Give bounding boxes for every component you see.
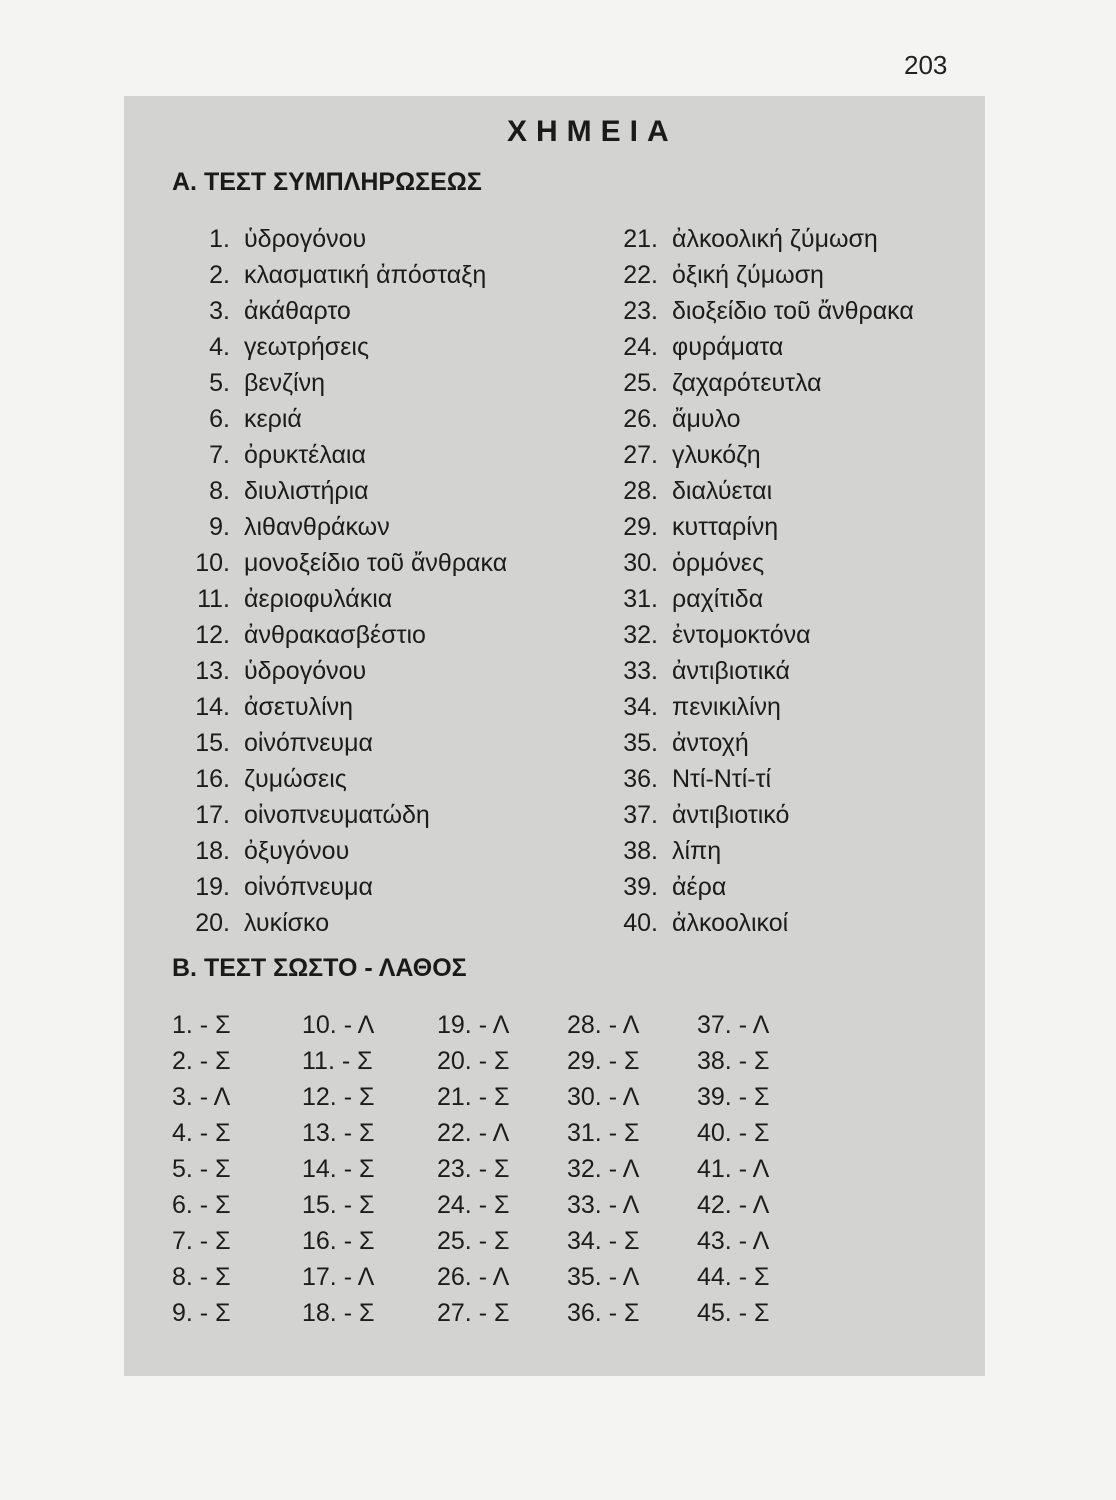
spacer: [230, 797, 244, 833]
fill-answer-text: ἀκάθαρτο: [244, 297, 351, 325]
answer-key-panel: [124, 96, 985, 1376]
fill-answer-item: [164, 545, 507, 581]
spacer: [658, 473, 672, 509]
fill-answer-number: 26.: [623, 405, 658, 433]
spacer: [230, 761, 244, 797]
spacer: [658, 761, 672, 797]
true-false-answer: 12. - Σ: [302, 1083, 375, 1111]
fill-answer-item: [594, 437, 914, 473]
fill-answer-text: ἐντομοκτόνα: [672, 621, 811, 649]
fill-answer-text: οἰνόπνευμα: [244, 729, 373, 757]
true-false-answer: 9. - Σ: [172, 1299, 231, 1327]
fill-answer-text: ὀρυκτέλαια: [244, 441, 366, 469]
fill-answer-text: οἰνόπνευμα: [244, 873, 373, 901]
fill-answer-text: λίπη: [672, 837, 722, 865]
true-false-answer: 21. - Σ: [437, 1083, 510, 1111]
spacer: [658, 401, 672, 437]
true-false-answer: 7. - Σ: [172, 1227, 231, 1255]
fill-answer-number: 35.: [623, 729, 658, 757]
fill-answer-item: [164, 437, 507, 473]
fill-answer-item: [164, 581, 507, 617]
spacer: [230, 689, 244, 725]
fill-answer-text: λυκίσκο: [244, 909, 330, 937]
fill-answer-number: 24.: [623, 333, 658, 361]
fill-answer-number: 7.: [209, 441, 230, 469]
true-false-answer: 41. - Λ: [697, 1155, 770, 1183]
true-false-answer: 20. - Σ: [437, 1047, 510, 1075]
fill-answer-number: 37.: [623, 801, 658, 829]
true-false-answer: 24. - Σ: [437, 1191, 510, 1219]
true-false-answer: 26. - Λ: [437, 1263, 510, 1291]
fill-answer-number: 11.: [197, 585, 230, 613]
fill-answer-text: ἀσετυλίνη: [244, 693, 354, 721]
true-false-answer: 1. - Σ: [172, 1011, 231, 1039]
spacer: [230, 473, 244, 509]
true-false-answer: 33. - Λ: [567, 1191, 640, 1219]
page-number: 203: [904, 50, 948, 80]
true-false-answer: 42. - Λ: [697, 1191, 770, 1219]
fill-answer-number: 16.: [195, 765, 230, 793]
fill-answer-number: 31.: [623, 585, 658, 613]
spacer: [230, 221, 244, 257]
fill-answer-number: 17.: [195, 801, 230, 829]
fill-answer-number: 29.: [623, 513, 658, 541]
fill-answer-number: 38.: [623, 837, 658, 865]
true-false-answer: 28. - Λ: [567, 1011, 640, 1039]
fill-answer-item: [164, 473, 507, 509]
spacer: [230, 401, 244, 437]
fill-answer-text: βενζίνη: [244, 369, 326, 397]
spacer: [658, 257, 672, 293]
spacer: [658, 905, 672, 941]
fill-answer-text: διυλιστήρια: [244, 477, 369, 505]
true-false-answer: 29. - Σ: [567, 1047, 640, 1075]
spacer: [230, 329, 244, 365]
spacer: [658, 653, 672, 689]
fill-answer-item: [594, 401, 914, 437]
fill-answer-text: ὑδρογόνου: [244, 225, 367, 253]
fill-answer-number: 18.: [195, 837, 230, 865]
fill-answer-item: [164, 725, 507, 761]
true-false-answer: 32. - Λ: [567, 1155, 640, 1183]
fill-answer-item: [594, 725, 914, 761]
fill-answer-item: [594, 689, 914, 725]
fill-answer-text: ὀξυγόνου: [244, 837, 350, 865]
fill-answer-number: 3.: [209, 297, 230, 325]
true-false-answer: 30. - Λ: [567, 1083, 640, 1111]
fill-answer-number: 8.: [209, 477, 230, 505]
fill-answer-number: 14.: [195, 693, 230, 721]
fill-answer-item: [594, 653, 914, 689]
fill-answer-item: [164, 905, 507, 941]
fill-answer-item: [594, 221, 914, 257]
fill-answers-left-column: [164, 221, 507, 941]
fill-answer-item: [594, 293, 914, 329]
fill-answer-item: [164, 293, 507, 329]
fill-answer-text: ραχίτιδα: [672, 585, 764, 613]
true-false-answer: 39. - Σ: [697, 1083, 770, 1111]
fill-answer-text: ἀντιβιοτικά: [672, 657, 790, 685]
true-false-answer: 4. - Σ: [172, 1119, 231, 1147]
fill-answer-text: διοξείδιο τοῦ ἄνθρακα: [672, 297, 914, 325]
fill-answer-text: ἄμυλο: [672, 405, 741, 433]
fill-answer-item: [594, 365, 914, 401]
fill-answer-item: [164, 689, 507, 725]
fill-answer-text: ζυμώσεις: [244, 765, 347, 793]
true-false-answer: 16. - Σ: [302, 1227, 375, 1255]
fill-answer-text: φυράματα: [672, 333, 784, 361]
section-a-heading: Α. ΤΕΣΤ ΣΥΜΠΛΗΡΩΣΕΩΣ: [172, 168, 482, 196]
true-false-answer: 31. - Σ: [567, 1119, 640, 1147]
fill-answer-text: ἀντοχή: [672, 729, 749, 757]
fill-answer-item: [594, 473, 914, 509]
true-false-column-4: [567, 1007, 639, 1331]
fill-answer-item: [164, 509, 507, 545]
fill-answer-text: κλασματική ἀπόσταξη: [244, 261, 487, 289]
fill-answer-number: 32.: [623, 621, 658, 649]
fill-answer-text: μονοξείδιο τοῦ ἄνθρακα: [244, 549, 508, 577]
true-false-answer: 37. - Λ: [697, 1011, 770, 1039]
fill-answer-number: 6.: [209, 405, 230, 433]
fill-answer-number: 2.: [209, 261, 230, 289]
spacer: [230, 833, 244, 869]
fill-answer-item: [164, 257, 507, 293]
fill-answer-text: πενικιλίνη: [672, 693, 781, 721]
spacer: [230, 365, 244, 401]
fill-answers-right-column: [594, 221, 914, 941]
fill-answer-item: [164, 617, 507, 653]
fill-answer-text: ἀντιβιοτικό: [672, 801, 790, 829]
spacer: [658, 545, 672, 581]
fill-answer-item: [164, 797, 507, 833]
fill-answer-item: [164, 221, 507, 257]
fill-answer-item: [594, 581, 914, 617]
true-false-answer: 36. - Σ: [567, 1299, 640, 1327]
fill-answer-number: 39.: [623, 873, 658, 901]
fill-answer-text: ὁρμόνες: [672, 549, 765, 577]
true-false-column-3: [437, 1007, 509, 1331]
spacer: [230, 545, 244, 581]
spacer: [658, 221, 672, 257]
fill-answer-text: ζαχαρότευτλα: [672, 369, 822, 397]
true-false-answer: 44. - Σ: [697, 1263, 770, 1291]
fill-answer-number: 19.: [195, 873, 230, 901]
spacer: [658, 617, 672, 653]
fill-answer-number: 4.: [209, 333, 230, 361]
fill-answer-text: ἀλκοολικοί: [672, 909, 789, 937]
spacer: [230, 293, 244, 329]
fill-answer-number: 22.: [623, 261, 658, 289]
true-false-answer: 5. - Σ: [172, 1155, 231, 1183]
fill-answer-item: [594, 905, 914, 941]
spacer: [230, 869, 244, 905]
fill-answer-number: 13.: [195, 657, 230, 685]
fill-answer-number: 21.: [623, 225, 658, 253]
true-false-answer: 38. - Σ: [697, 1047, 770, 1075]
fill-answer-text: Ντί-Ντί-τί: [672, 765, 772, 793]
chapter-title: ΧΗΜΕΙΑ: [507, 115, 678, 148]
spacer: [230, 257, 244, 293]
spacer: [658, 797, 672, 833]
fill-answer-item: [164, 401, 507, 437]
fill-answer-number: 36.: [623, 765, 658, 793]
fill-answer-number: 10.: [195, 549, 230, 577]
spacer: [658, 581, 672, 617]
spacer: [658, 365, 672, 401]
spacer: [230, 725, 244, 761]
fill-answer-text: ὀξική ζύμωση: [672, 261, 824, 289]
fill-answer-text: γεωτρήσεις: [244, 333, 369, 361]
fill-answer-text: οἰνοπνευματώδη: [244, 801, 430, 829]
spacer: [658, 293, 672, 329]
true-false-answer: 43. - Λ: [697, 1227, 770, 1255]
true-false-answer: 45. - Σ: [697, 1299, 770, 1327]
fill-answer-number: 15.: [195, 729, 230, 757]
true-false-answer: 34. - Σ: [567, 1227, 640, 1255]
true-false-answer: 13. - Σ: [302, 1119, 375, 1147]
true-false-answer: 22. - Λ: [437, 1119, 510, 1147]
fill-answer-number: 12.: [195, 621, 230, 649]
true-false-answer: 18. - Σ: [302, 1299, 375, 1327]
true-false-answer: 8. - Σ: [172, 1263, 231, 1291]
fill-answer-item: [594, 545, 914, 581]
true-false-answer: 23. - Σ: [437, 1155, 510, 1183]
spacer: [658, 869, 672, 905]
fill-answer-item: [164, 833, 507, 869]
true-false-column-5: [697, 1007, 769, 1331]
spacer: [658, 833, 672, 869]
fill-answer-item: [164, 761, 507, 797]
fill-answer-item: [164, 869, 507, 905]
fill-answer-item: [594, 329, 914, 365]
fill-answer-number: 25.: [623, 369, 658, 397]
spacer: [658, 689, 672, 725]
spacer: [658, 725, 672, 761]
fill-answer-text: ὑδρογόνου: [244, 657, 367, 685]
fill-answer-text: ἀνθρακασβέστιο: [244, 621, 426, 649]
fill-answer-number: 40.: [623, 909, 658, 937]
true-false-column-2: [302, 1007, 374, 1331]
fill-answer-text: γλυκόζη: [672, 441, 761, 469]
section-b-heading: Β. ΤΕΣΤ ΣΩΣΤΟ - ΛΑΘΟΣ: [172, 954, 467, 982]
true-false-answer: 2. - Σ: [172, 1047, 231, 1075]
true-false-answer: 35. - Λ: [567, 1263, 640, 1291]
fill-answer-number: 27.: [623, 441, 658, 469]
spacer: [230, 581, 244, 617]
true-false-answer: 14. - Σ: [302, 1155, 375, 1183]
fill-answer-text: κεριά: [244, 405, 302, 433]
fill-answer-item: [594, 509, 914, 545]
spacer: [230, 653, 244, 689]
true-false-answer: 11. - Σ: [302, 1047, 373, 1075]
fill-answer-number: 1.: [209, 225, 230, 253]
true-false-answer: 27. - Σ: [437, 1299, 510, 1327]
fill-answer-item: [164, 653, 507, 689]
true-false-answer: 19. - Λ: [437, 1011, 510, 1039]
fill-answer-number: 23.: [623, 297, 658, 325]
true-false-answer: 3. - Λ: [172, 1083, 231, 1111]
fill-answer-text: κυτταρίνη: [672, 513, 779, 541]
fill-answer-item: [594, 869, 914, 905]
fill-answer-number: 28.: [623, 477, 658, 505]
spacer: [658, 437, 672, 473]
fill-answer-item: [164, 365, 507, 401]
spacer: [658, 329, 672, 365]
fill-answer-text: λιθανθράκων: [244, 513, 390, 541]
spacer: [230, 437, 244, 473]
fill-answer-item: [594, 797, 914, 833]
fill-answer-item: [594, 257, 914, 293]
fill-answer-item: [594, 833, 914, 869]
true-false-answer: 40. - Σ: [697, 1119, 770, 1147]
fill-answer-number: 33.: [623, 657, 658, 685]
fill-answer-number: 9.: [209, 513, 230, 541]
spacer: [658, 509, 672, 545]
fill-answer-number: 5.: [209, 369, 230, 397]
true-false-answer: 6. - Σ: [172, 1191, 231, 1219]
true-false-answer: 15. - Σ: [302, 1191, 375, 1219]
fill-answer-number: 34.: [623, 693, 658, 721]
spacer: [230, 905, 244, 941]
true-false-column-1: [172, 1007, 231, 1331]
fill-answer-number: 30.: [623, 549, 658, 577]
fill-answer-text: ἀλκοολική ζύμωση: [672, 225, 878, 253]
spacer: [230, 617, 244, 653]
fill-answer-text: ἀέρα: [672, 873, 727, 901]
true-false-answer: 25. - Σ: [437, 1227, 510, 1255]
true-false-answer: 10. - Λ: [302, 1011, 375, 1039]
fill-answer-item: [164, 329, 507, 365]
fill-answer-text: διαλύεται: [672, 477, 773, 505]
fill-answer-item: [594, 761, 914, 797]
fill-answer-number: 20.: [195, 909, 230, 937]
fill-answer-text: ἀεριοφυλάκια: [244, 585, 393, 613]
fill-answer-item: [594, 617, 914, 653]
true-false-answer: 17. - Λ: [302, 1263, 375, 1291]
spacer: [230, 509, 244, 545]
